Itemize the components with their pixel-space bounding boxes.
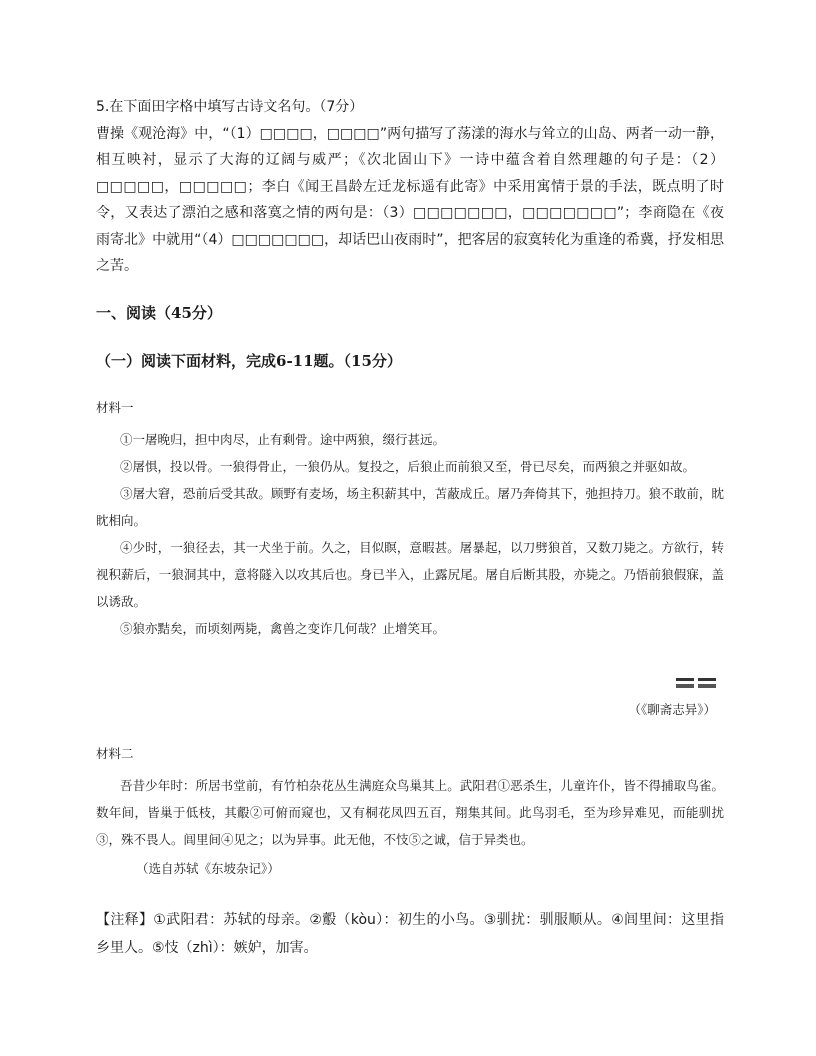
material-one-source: （《聊斋志异》）	[628, 702, 716, 717]
question-5-title: 5.在下面田字格中填写古诗文名句。（7分）	[96, 99, 364, 115]
section-heading: 一、阅读（45分）	[96, 304, 222, 322]
annotation-notes	[96, 906, 724, 962]
material-two-label: 材料二	[96, 746, 134, 761]
decorative-mark-icon	[676, 678, 718, 690]
question-5	[96, 94, 724, 280]
material-one-paragraph-2: ②屠惧，投以骨。一狼得骨止，一狼仍从。复投之，后狼止而前狼又至，骨已尽矣，而两狼之并驱如故。	[120, 459, 696, 474]
material-one-paragraph-4: ④少时，一狼径去，其一犬坐于前。久之，目似瞑，意暇甚。屠暴起，以刀劈狼首，又数刀毙之。方欲行，转视积薪后，一狼洞其中，意将隧入以攻其后也。身已半入，止露尻尾。屠自后断其股，亦毙之。乃悟前狼假寐，盖以诱敌。	[96, 540, 724, 609]
material-one-label: 材料一	[96, 400, 134, 415]
material-one-paragraph-5: ⑤狼亦黠矣，而顷刻两毙，禽兽之变诈几何哉？止增笑耳。	[120, 621, 446, 636]
annotation-text: 【注释】①武阳君：苏轼的母亲。②鷇（kòu）：初生的小鸟。③驯扰：驯服顺从。④闾里间：这里指乡里人。⑤忮（zhì）：嫉妒，加害。	[96, 912, 724, 956]
material-two	[96, 744, 724, 877]
section-subheading: （一）阅读下面材料，完成6-11题。（15分）	[96, 352, 402, 370]
material-one-paragraph-3: ③屠大窘，恐前后受其敌。顾野有麦场，场主积薪其中，苫蔽成丘。屠乃奔倚其下，弛担持刀。狼不敢前，眈眈相向。	[96, 486, 724, 528]
material-two-source: （选自苏轼《东坡杂记》）	[136, 861, 280, 876]
question-5-body: 曹操《观沧海》中，“（1）□□□□，□□□□”两句描写了荡漾的海水与耸立的山岛、两者一动一静，相互映衬，显示了大海的辽阔与威严；《次北固山下》一诗中蕴含着自然理趣的句子是：（2）□□□□□，□□□□□；李白《闻王昌龄左迁龙标遥有此寄》中采用寓情于景的手法，既点明了时令，又表达了漂泊之感和落寞之情的两句是：（3）□□□□□□□，□□□□□□□”；李商隐在《夜雨寄北》中就用“（4）□□□□□□□，却话巴山夜雨时”，把客居的寂寞转化为重逢的希冀，抒发相思之苦。	[96, 125, 724, 274]
material-one-paragraph-1: ①一屠晚归，担中肉尽，止有剩骨。途中两狼，缀行甚远。	[120, 432, 446, 447]
material-one	[96, 398, 724, 642]
material-two-paragraph: 吾昔少年时：所居书堂前，有竹柏杂花丛生满庭众鸟巢其上。武阳君①恶杀生，儿童许仆，皆不得捕取鸟雀。数年间，皆巢于低枝，其鷇②可俯而窥也，又有桐花凤四五百，翔集其间。此鸟羽毛，至为珍异难见，而能驯扰③，殊不畏人。闾里间④见之；以为异事。此无他，不忮⑤之诚，信于异类也。	[96, 778, 724, 847]
